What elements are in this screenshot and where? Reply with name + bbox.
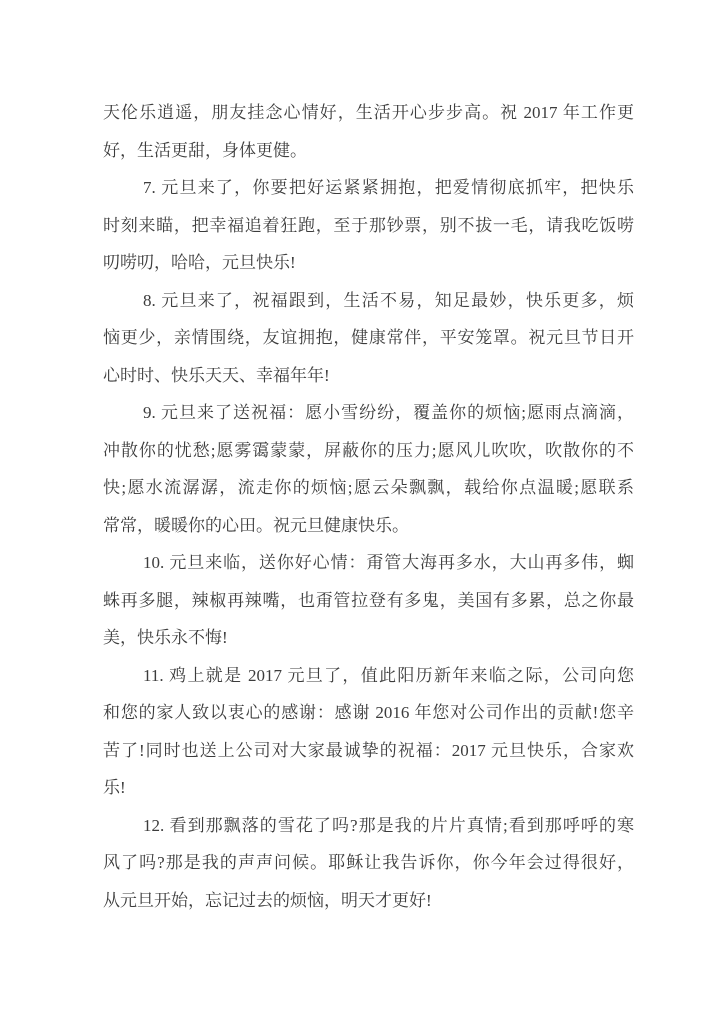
text-line: 风了吗?那是我的声声问候。耶稣让我告诉你，你今年会过得很好， [103,853,634,872]
paragraph [103,94,634,169]
text-line: 天伦乐逍遥，朋友挂念心情好，生活开心步步高。祝 2017 年工作更 [103,103,634,122]
paragraph [103,169,634,282]
text-line: 8. 元旦来了，祝福跟到，生活不易，知足最妙，快乐更多，烦 [143,290,634,310]
text-line: 和您的家人致以衷心的感谢：感谢 2016 年您对公司作出的贡献!您辛 [103,703,634,722]
text-line: 冲散你的忧愁;愿雾霭蒙蒙，屏蔽你的压力;愿风儿吹吹，吹散你的不 [103,440,634,460]
paragraph [103,657,634,807]
text-line: 9. 元旦来了送祝福：愿小雪纷纷，覆盖你的烦恼;愿雨点滴滴， [143,403,634,422]
text-line: 苦了!同时也送上公司对大家最诚挚的祝福：2017 元旦快乐，合家欢 [103,740,634,760]
text-line: 从元旦开始，忘记过去的烦恼，明天才更好! [103,890,432,910]
text-line: 11. 鸡上就是 2017 元旦了，值此阳历新年来临之际，公司向您 [143,665,634,685]
document-content [103,94,634,919]
text-line: 好，生活更甜，身体更健。 [103,140,307,160]
text-line: 蛛再多腿，辣椒再辣嘴，也甭管拉登有多鬼，美国有多累，总之你最 [103,590,634,610]
text-line: 时刻来瞄，把幸福追着狂跑，至于那钞票，别不拔一毛，请我吃饭唠 [103,215,634,235]
paragraph [103,282,634,395]
text-line: 美，快乐永不悔! [103,628,228,647]
text-line: 10. 元旦来临，送你好心情：甭管大海再多水，大山再多伟，蜘 [143,553,634,572]
text-line: 7. 元旦来了，你要把好运紧紧拥抱，把爱情彻底抓牢，把快乐 [143,178,634,197]
text-line: 12. 看到那飘落的雪花了吗?那是我的片片真情;看到那呼呼的寒 [143,815,634,835]
paragraph [103,807,634,920]
text-line: 常常，暖暖你的心田。祝元旦健康快乐。 [103,515,409,535]
text-line: 心时时、快乐天天、幸福年年! [103,365,330,385]
text-line: 恼更少，亲情围绕，友谊拥抱，健康常伴，平安笼罩。祝元旦节日开 [103,328,634,347]
text-line: 快;愿水流潺潺，流走你的烦恼;愿云朵飘飘，载给你点温暖;愿联系 [103,478,634,497]
text-line: 叨唠叨，哈哈，元旦快乐! [103,253,296,272]
paragraph [103,544,634,657]
paragraph [103,394,634,544]
text-line: 乐! [103,778,126,797]
